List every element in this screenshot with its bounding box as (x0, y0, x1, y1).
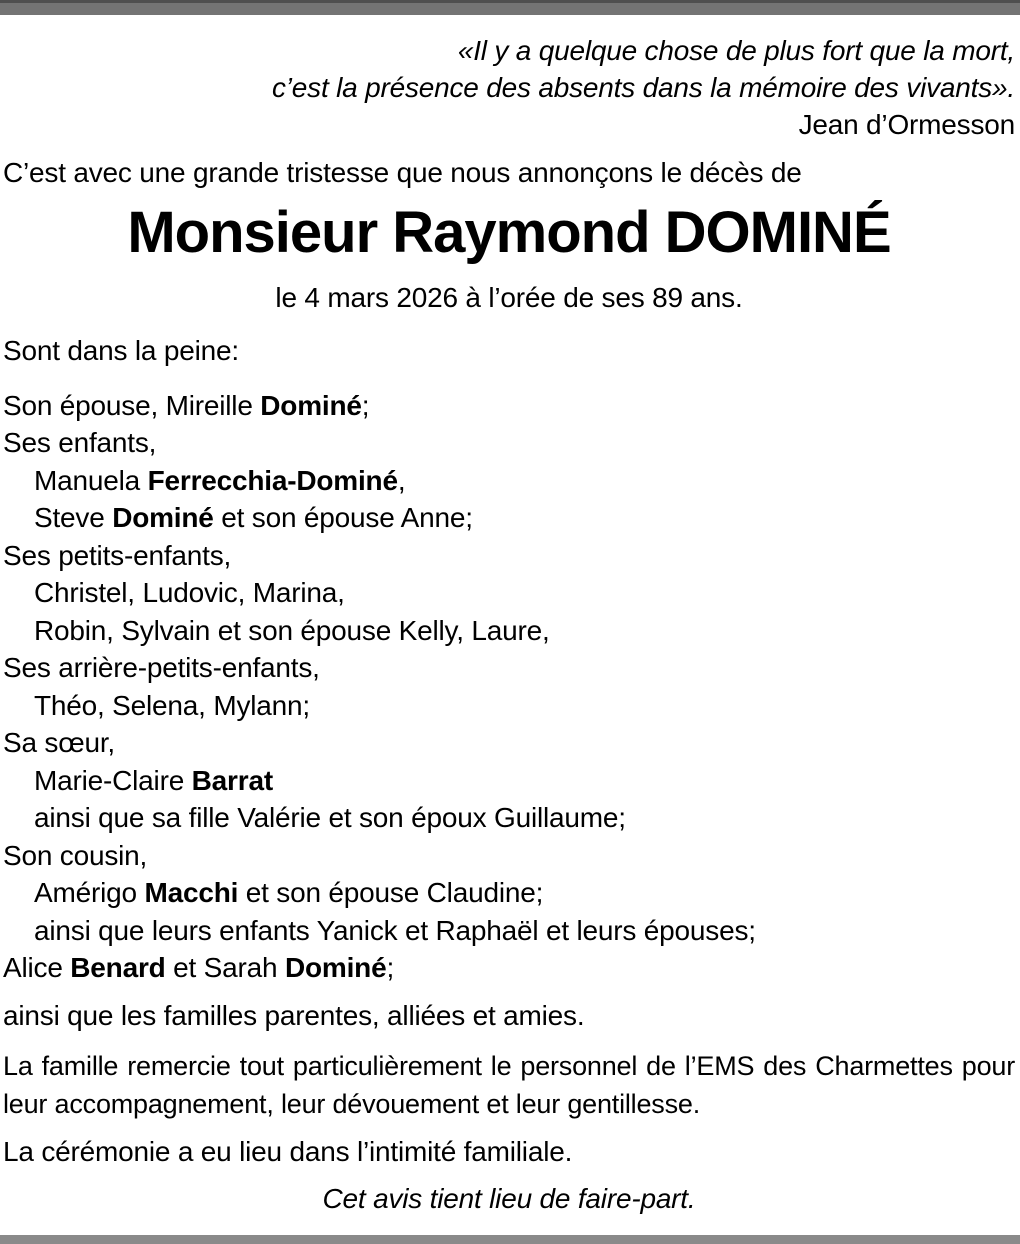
final-note: Cet avis tient lieu de faire-part. (322, 1182, 696, 1214)
family-list-line (3, 537, 1015, 575)
ceremony-line: La cérémonie a eu lieu dans l’intimité familiale. (3, 1136, 573, 1167)
mourning-header: Sont dans la peine: (3, 335, 239, 366)
opening-quote (3, 32, 1015, 143)
bottom-divider-bar (0, 1235, 1020, 1244)
family-list-line (3, 724, 1015, 762)
deceased-name: Monsieur Raymond DOMINÉ (127, 199, 891, 265)
family-name-bold: Dominé (284, 952, 387, 983)
family-name-bold: Dominé (112, 502, 214, 533)
announcement-intro: C’est avec une grande tristesse que nous annonçons le décès de (3, 157, 802, 188)
family-line-text: Ses enfants, (3, 427, 157, 458)
family-line-text: Amérigo (34, 877, 145, 908)
family-list-line (3, 462, 1015, 500)
family-list-line (3, 762, 1015, 800)
family-list-line (3, 949, 1015, 987)
thanks-paragraph: La famille remercie tout particulièrement le personnel de l’EMS des Charmettes pour leur accompagnement, leur dévouement et leur gentillesse. (3, 1051, 1015, 1119)
family-line-text: Alice (3, 952, 71, 983)
family-list-line (3, 649, 1015, 687)
families-line: ainsi que les familles parentes, alliées et amies. (3, 999, 585, 1031)
family-list-line (3, 799, 1015, 837)
family-line-text: Son cousin, (3, 839, 148, 871)
family-line-text: ; (361, 389, 370, 421)
family-name-bold: Benard (70, 952, 166, 983)
family-line-text: Sa sœur, (3, 727, 115, 758)
family-line-text: ainsi que sa fille Valérie et son époux Guillaume; (34, 802, 626, 833)
family-list-line (3, 687, 1015, 725)
family-name-bold: Barrat (191, 764, 273, 796)
family-list-line (3, 574, 1015, 612)
family-list-line (3, 612, 1015, 650)
family-line-text: Ses petits-enfants, (3, 539, 232, 571)
family-line-text: Ses arrière-petits-enfants, (3, 652, 320, 683)
family-list-line (3, 499, 1015, 537)
family-line-text: , (397, 464, 406, 496)
family-line-text: ; (386, 952, 395, 983)
family-name-bold: Dominé (260, 389, 362, 421)
family-list-line (3, 837, 1015, 875)
family-line-text: Théo, Selena, Mylann; (34, 689, 310, 721)
notice-content (0, 15, 1020, 1217)
family-line-text: Robin, Sylvain et son épouse Kelly, Laure, (34, 614, 550, 646)
top-divider-bar (0, 0, 1020, 15)
family-line-text: Manuela (34, 464, 148, 496)
family-line-text: Marie-Claire (34, 764, 192, 796)
family-list-line (3, 424, 1015, 462)
family-line-text: Christel, Ludovic, Marina, (34, 577, 345, 608)
family-list (3, 387, 1015, 987)
quote-attribution: Jean d’Ormesson (798, 109, 1015, 140)
death-date-line: le 4 mars 2026 à l’orée de ses 89 ans. (275, 281, 743, 313)
family-line-text: et son épouse Anne; (213, 502, 473, 533)
family-line-text: Son épouse, Mireille (3, 389, 261, 421)
quote-line-2: c’est la présence des absents dans la mémoire des vivants». (271, 72, 1015, 103)
family-line-text: Steve (34, 502, 113, 533)
family-list-line (3, 387, 1015, 425)
family-list-line (3, 912, 1015, 950)
quote-line-1: «Il y a quelque chose de plus fort que la mort, (457, 35, 1015, 66)
family-list-line (3, 874, 1015, 912)
family-line-text: ainsi que leurs enfants Yanick et Raphaël et leurs épouses; (34, 914, 756, 946)
family-line-text: et Sarah (165, 952, 285, 983)
family-name-bold: Macchi (144, 877, 239, 908)
family-name-bold: Ferrecchia-Dominé (147, 464, 398, 496)
family-line-text: et son épouse Claudine; (238, 877, 544, 908)
